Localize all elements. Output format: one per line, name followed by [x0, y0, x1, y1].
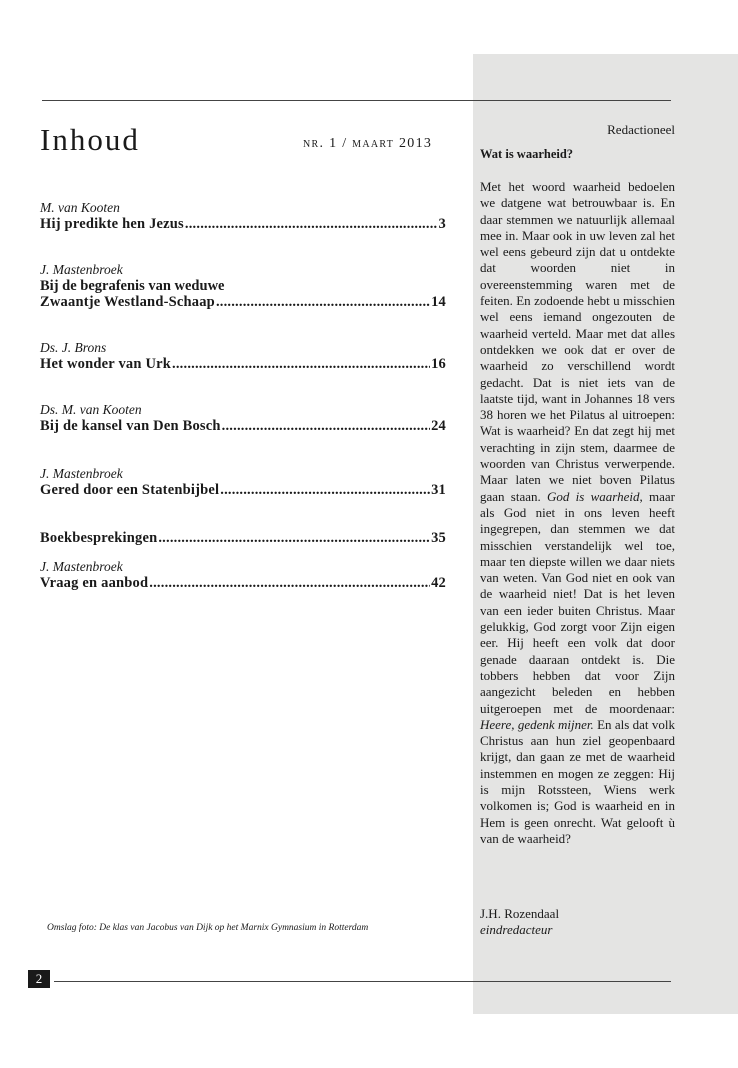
editorial-signature — [480, 906, 559, 938]
toc-author: J. Mastenbroek — [40, 262, 123, 277]
top-rule — [42, 100, 671, 101]
toc-entry[interactable] — [40, 559, 446, 591]
toc-author: Ds. J. Brons — [40, 340, 107, 355]
section-label: Redactioneel — [607, 122, 675, 137]
toc-page-number: 35 — [431, 530, 446, 546]
toc-title: Hij predikte hen Jezus — [40, 216, 184, 232]
toc-title: Gered door een Statenbijbel — [40, 482, 220, 498]
editorial-heading: Wat is waarheid? — [480, 147, 574, 161]
signature-role: eindredacteur — [480, 922, 553, 937]
page-number: 2 — [28, 970, 50, 988]
toc-page-number: 24 — [431, 418, 446, 434]
bottom-rule — [54, 981, 671, 982]
toc-title: Vraag en aanbod — [40, 575, 149, 591]
toc-entry[interactable] — [40, 340, 446, 372]
editorial-body: Met het woord waarheid bedoelen we datgene wat betrouwbaar is. En daar stemmen we natuurlijk allemaal mee in. Maar ook in uw leven zal het wel eens gebeurd zijn dat u ontdekte dat woorden niet in overeenstemming waren met de feiten. En zodoende hebt u misschien wel eens iemand ongezouten de waarheid verteld. Maar met dat alles ontdekken we ook dat er over de waarheid zo verschillend wordt gedacht. Dat is niet iets van de laatste tijd, want in Johannes 18 vers 38 horen we het Pilatus al uitroepen: Wat is waarheid? En dat zegt hij met verachting in zijn stem, daarmee de woorden van Christus verwerpende. Maar laten we niet boven Pilatus gaan staan. God is waarheid, maar als God niet in ons leven heeft ingegrepen, dan stemmen we dat misschien verstandelijk wel toe, maar ten diepste willen we daar niets van weten. Van God niet en ook van de waarheid niet! Dat is het leven van een ieder buiten Christus. Maar gelukkig, God zorgt voor Zijn eigen eer. Hij heeft een volk dat door genade daaraan ontdekt is. Die tobbers hebben dat voor Zijn aangezicht beleden en hebben uitgeroepen met de moordenaar: Heere, gedenk mijner. En als dat volk Christus aan hun ziel geopenbaard krijgt, dan gaan ze met de waarheid instemmen en mogen ze zeggen: Hij is mijn Rotssteen, Wiens werk volkomen is; God is waarheid en in Hem is geen onrecht. Wat gelooft ù van de waarheid? — [480, 179, 675, 846]
toc-author: M. van Kooten — [40, 200, 120, 215]
toc-page-number: 16 — [431, 356, 446, 372]
toc-entry[interactable] — [40, 262, 446, 310]
toc-entry[interactable] — [40, 466, 446, 498]
toc-page-number: 3 — [438, 216, 446, 232]
toc-title-continued: Zwaantje Westland-Schaap — [40, 294, 215, 310]
toc-page-number: 31 — [431, 482, 446, 498]
toc-title: Bij de begrafenis van weduwe — [40, 278, 225, 294]
toc-title: Boekbesprekingen — [40, 530, 158, 546]
signature-name: J.H. Rozendaal — [480, 906, 560, 921]
page-title: Inhoud — [40, 122, 140, 157]
toc-author: J. Mastenbroek — [40, 466, 123, 481]
toc-page-number: 14 — [431, 294, 446, 310]
toc-title: Bij de kansel van Den Bosch — [40, 418, 221, 434]
issue-label: nr. 1 / maart 2013 — [303, 136, 433, 151]
toc-entry[interactable] — [40, 200, 446, 232]
toc-entry[interactable] — [40, 530, 446, 546]
editorial-column — [480, 122, 675, 847]
toc-entry[interactable] — [40, 402, 446, 434]
cover-photo-credit: Omslag foto: De klas van Jacobus van Dijk op het Marnix Gymnasium in Rotterdam — [47, 923, 369, 933]
toc-page-number: 42 — [431, 575, 446, 591]
toc-author: J. Mastenbroek — [40, 559, 123, 574]
toc-author: Ds. M. van Kooten — [40, 402, 142, 417]
toc-title: Het wonder van Urk — [40, 356, 172, 372]
